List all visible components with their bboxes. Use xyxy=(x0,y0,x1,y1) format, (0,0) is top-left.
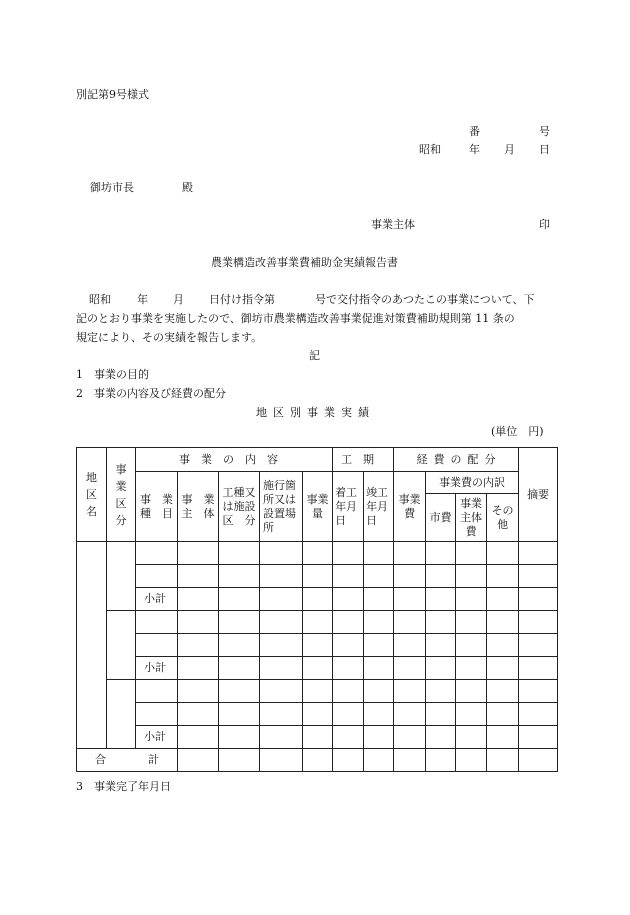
body-text-2: 号で交付指令のあつたこの事業について、下 xyxy=(315,293,535,306)
district-results-table xyxy=(76,447,558,772)
item-3-text: 事業完了年月日 xyxy=(94,780,171,793)
header-city-cost: 市費 xyxy=(426,494,456,542)
subtotal-label: 小計 xyxy=(136,726,178,749)
header-finish-date: 竣工年月日 xyxy=(364,472,394,542)
category-cell xyxy=(107,611,136,680)
date-month: 月 xyxy=(504,143,515,156)
addressee-name: 御坊市長 xyxy=(90,181,134,194)
ki-heading: 記 xyxy=(309,349,320,362)
header-type: 事 業 種 目 xyxy=(136,472,178,542)
body-era: 昭和 xyxy=(89,293,111,306)
addressee-honorific: 殿 xyxy=(182,181,193,194)
header-amount: 事業量 xyxy=(303,472,333,542)
form-label: 別記第9号様式 xyxy=(76,88,149,101)
header-period: 工期 xyxy=(333,448,394,472)
item-1-number: 1 xyxy=(76,368,83,381)
item-2-text: 事業の内容及び経費の配分 xyxy=(94,387,226,400)
header-breakdown: 事業費の内訳 xyxy=(426,472,519,494)
number-label: 番 xyxy=(469,125,480,138)
header-district: 地区名 xyxy=(77,448,107,542)
item-1-text: 事業の目的 xyxy=(94,368,149,381)
body-year: 年 xyxy=(137,293,148,306)
document-title: 農業構造改善事業費補助金実績報告書 xyxy=(211,256,398,269)
table-row xyxy=(77,680,558,703)
header-category: 事業区分 xyxy=(107,448,136,542)
table-row xyxy=(77,542,558,565)
body-line-3: 規定により、その実績を報告します。 xyxy=(76,331,263,344)
date-year: 年 xyxy=(469,143,480,156)
date-day: 日 xyxy=(539,143,550,156)
unit-label: (単位 円) xyxy=(491,425,544,438)
subtotal-label: 小計 xyxy=(136,657,178,680)
body-line-2: 記のとおり事業を実施したので、御坊市農業構造改善事業促進対策費補助規則第 11 条の xyxy=(76,312,515,325)
category-cell xyxy=(107,542,136,611)
body-text-1: 日付け指令第 xyxy=(209,293,275,306)
header-other: その他 xyxy=(487,494,519,542)
number-suffix: 号 xyxy=(539,125,550,138)
table-title: 地区別事業実績 xyxy=(256,406,375,419)
total-label: 合 計 xyxy=(77,749,178,772)
item-2-number: 2 xyxy=(76,387,83,400)
seal-mark: 印 xyxy=(539,218,550,231)
subtotal-label: 小計 xyxy=(136,588,178,611)
subtotal-row xyxy=(77,588,558,611)
header-allocation: 経費の配分 xyxy=(394,448,519,472)
table-header-row-2 xyxy=(77,472,558,494)
table-row xyxy=(77,565,558,588)
sender-label: 事業主体 xyxy=(371,218,415,231)
body-month: 月 xyxy=(173,293,184,306)
table-row xyxy=(77,703,558,726)
header-content: 事業の内容 xyxy=(136,448,333,472)
header-summary: 摘要 xyxy=(519,448,558,542)
table-row xyxy=(77,611,558,634)
date-era: 昭和 xyxy=(419,143,441,156)
header-cost: 事業費 xyxy=(394,472,426,542)
header-entity-cost: 事業主体費 xyxy=(456,494,487,542)
table-header-row-1 xyxy=(77,448,558,472)
subtotal-row xyxy=(77,657,558,680)
subtotal-row xyxy=(77,726,558,749)
header-start-date: 着工年月日 xyxy=(333,472,364,542)
header-work-type: 工種又は施設区 分 xyxy=(219,472,260,542)
table-row xyxy=(77,634,558,657)
item-3-number: 3 xyxy=(76,780,83,793)
header-location: 施行箇所又は設置場所 xyxy=(260,472,303,542)
total-row xyxy=(77,749,558,772)
district-cell xyxy=(77,542,107,749)
category-cell xyxy=(107,680,136,749)
header-entity: 事 業 主 体 xyxy=(178,472,219,542)
